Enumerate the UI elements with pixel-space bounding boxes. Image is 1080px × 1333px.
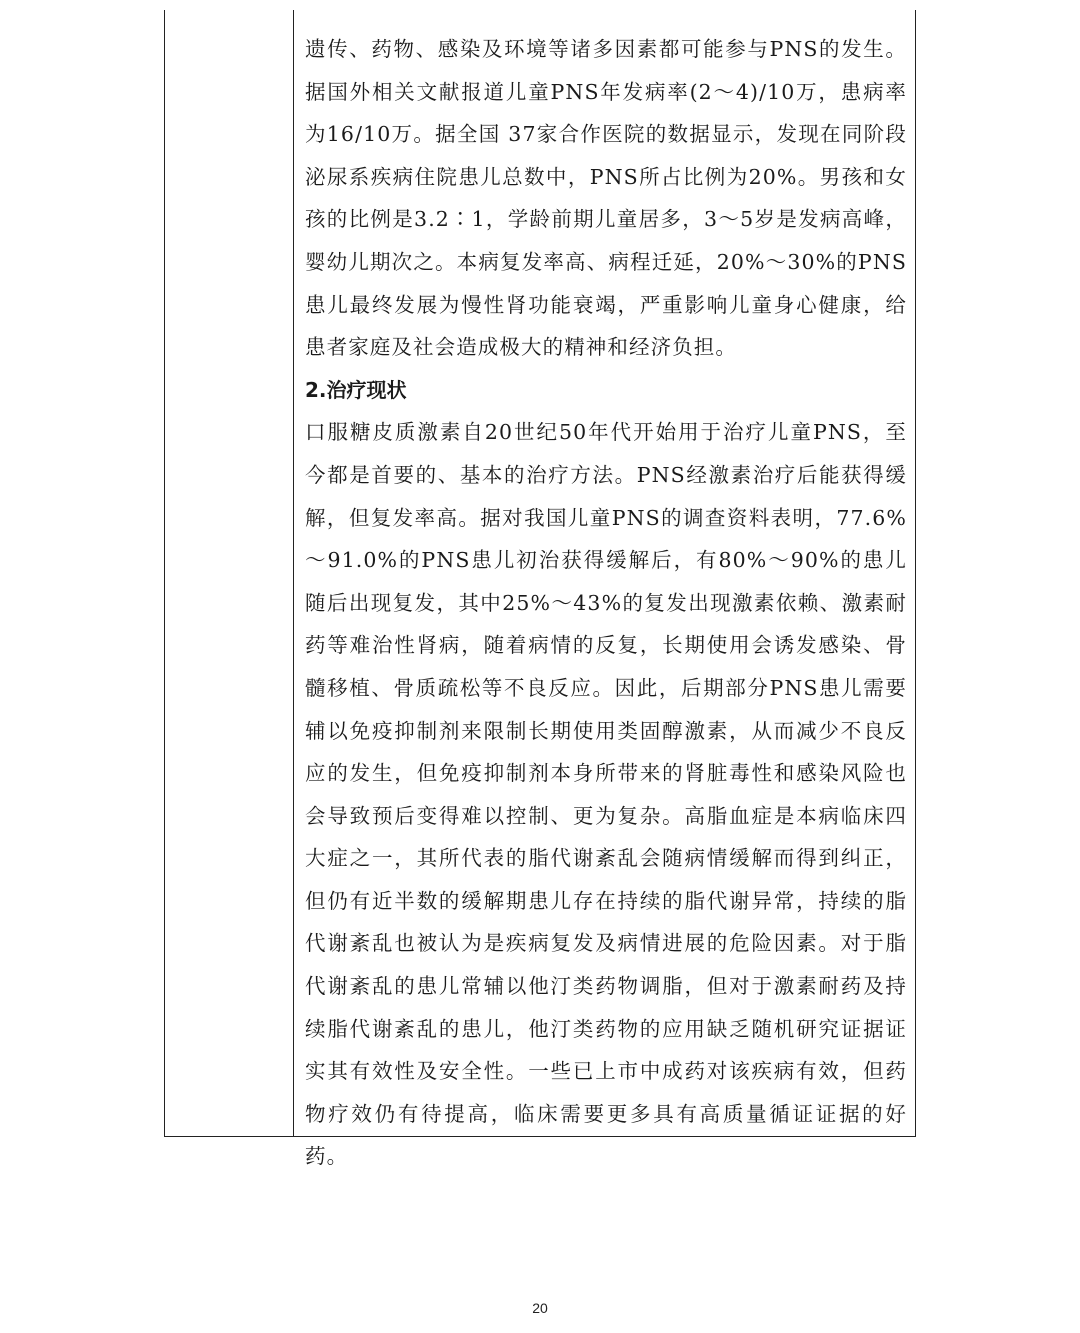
document-table: [164, 10, 916, 1169]
table-content-cell: [294, 10, 915, 1169]
page-number: 20: [532, 1300, 548, 1316]
treatment-paragraph: 口服糖皮质激素自20世纪50年代开始用于治疗儿童PNS，至今都是首要的、基本的治疗方法。PNS经激素治疗后能获得缓解，但复发率高。据对我国儿童PNS的调查资料表明，77.6%～91.0%的PNS患儿初治获得缓解后，有80%～90%的患儿随后出现复发，其中25%～43%的复发出现激素依赖、激素耐药等难治性肾病，随着病情的反复，长期使用会诱发感染、骨髓移植、骨质疏松等不良反应。因此，后期部分PNS患儿需要辅以免疫抑制剂来限制长期使用类固醇激素，从而减少不良反应的发生，但免疫抑制剂本身所带来的肾脏毒性和感染风险也会导致预后变得难以控制、更为复杂。高脂血症是本病临床四大症之一，其所代表的脂代谢紊乱会随病情缓解而得到纠正，但仍有近半数的缓解期患儿存在持续的脂代谢异常，持续的脂代谢紊乱也被认为是疾病复发及病情进展的危险因素。对于脂代谢紊乱的患儿常辅以他汀类药物调脂，但对于激素耐药及持续脂代谢紊乱的患儿，他汀类药物的应用缺乏随机研究证据证实其有效性及安全性。一些已上市中成药对该疾病有效，但药物疗效仍有待提高，临床需要更多具有高质量循证证据的好药。: [305, 420, 907, 1169]
section-heading-treatment-status: 2.治疗现状: [305, 377, 407, 402]
background-paragraph: 遗传、药物、感染及环境等诸多因素都可能参与PNS的发生。据国外相关文献报道儿童PNS年发病率(2～4)/10万，患病率为16/10万。据全国 37家合作医院的数据显示，发现在同阶段泌尿系疾病住院患儿总数中，PNS所占比例为20%。男孩和女孩的比例是3.2∶1，学龄前期儿童居多，3～5岁是发病高峰，婴幼儿期次之。本病复发率高、病程迁延，20%～30%的PNS患儿最终发展为慢性肾功能衰竭，严重影响儿童身心健康，给患者家庭及社会造成极大的精神和经济负担。: [305, 37, 907, 360]
table-label-cell: [165, 10, 294, 1136]
